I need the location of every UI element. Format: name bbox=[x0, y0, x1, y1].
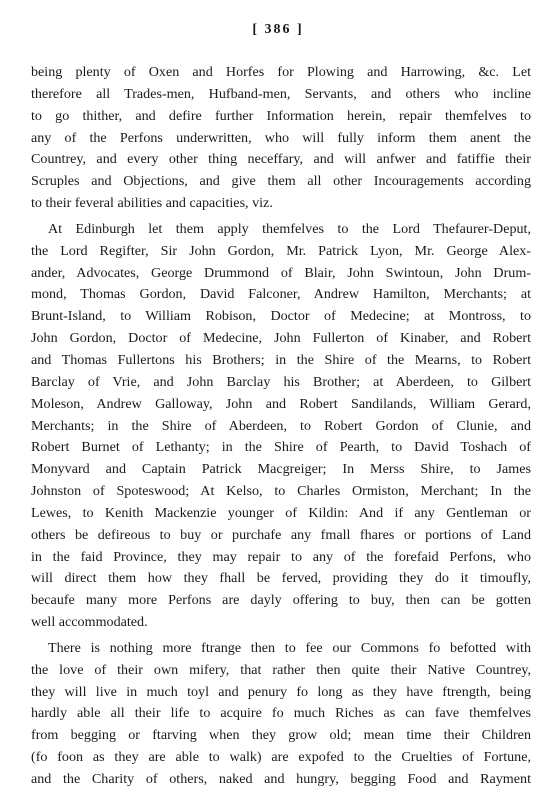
text-line: will direct them how they fhall be ferved, providing they do it timoufly, bbox=[31, 570, 531, 587]
text-line: (fo foon as they are able to walk) are expofed to the Cruelties of Fortune, bbox=[31, 749, 531, 766]
text-line: to go thither, and defire further Information herein, repair themfelves to bbox=[31, 107, 531, 124]
text-line: to their feveral abilities and capacities, viz. bbox=[31, 195, 273, 212]
text-line: in the faid Province, they may repair to any of the forefaid Perfons, who bbox=[31, 548, 531, 565]
text-line: the Lord Regifter, Sir John Gordon, Mr. Patrick Lyon, Mr. George Alex- bbox=[31, 242, 531, 259]
text-line: others be defireous to buy or purchafe any fmall fhares or portions of Land bbox=[31, 526, 531, 543]
text-line: Barclay of Vrie, and John Barclay his Brother; at Aberdeen, to Gilbert bbox=[31, 373, 531, 390]
text-line: from begging or ftarving when they grow old; mean time their Children bbox=[31, 727, 531, 744]
text-line: ander, Advocates, George Drummond of Blair, John Swintoun, John Drum- bbox=[31, 264, 531, 281]
text-line: mond, Thomas Gordon, David Falconer, Andrew Hamilton, Merchants; at bbox=[31, 286, 531, 303]
text-line: At Edinburgh let them apply themfelves to the Lord Thefaurer-Deput, bbox=[48, 220, 531, 237]
text-line: Robert Burnet of Lethanty; in the Shire of Pearth, to David Toshach of bbox=[31, 439, 531, 456]
text-line: Brunt-Island, to William Robison, Doctor of Medecine; at Montross, to bbox=[31, 308, 531, 325]
text-line: and Thomas Fullertons his Brothers; in the Shire of the Mearns, to Robert bbox=[31, 351, 531, 368]
page-number: [ 386 ] bbox=[252, 22, 304, 37]
text-line: and the Charity of others, naked and hungry, begging Food and Rayment bbox=[31, 771, 531, 787]
text-line: Scruples and Objections, and give them all other Incouragements according bbox=[31, 173, 531, 190]
text-line: Moleson, Andrew Galloway, John and Robert Sandilands, William Gerard, bbox=[31, 395, 531, 412]
text-line: Merchants; in the Shire of Aberdeen, to Robert Gordon of Clunie, and bbox=[31, 417, 531, 434]
text-line: Monyvard and Captain Patrick Macgreiger; In Merss Shire, to James bbox=[31, 461, 531, 478]
text-line: well accommodated. bbox=[31, 614, 148, 631]
body-text bbox=[31, 62, 531, 791]
text-line: therefore all Trades-men, Hufband-men, Servants, and others who incline bbox=[31, 85, 531, 102]
text-line: Johnston of Spoteswood; At Kelso, to Charles Ormiston, Merchant; In the bbox=[31, 483, 531, 500]
text-line: There is nothing more ftrange then to fee our Commons fo befotted with bbox=[48, 639, 531, 656]
text-line: becaufe many more Perfons are dayly offering to buy, then can be gotten bbox=[31, 592, 531, 609]
text-line: John Gordon, Doctor of Medecine, John Fullerton of Kinaber, and Robert bbox=[31, 330, 531, 347]
text-line: the love of their own mifery, that rather then quite their Native Countrey, bbox=[31, 661, 531, 678]
text-line: being plenty of Oxen and Horfes for Plowing and Harrowing, &c. Let bbox=[31, 64, 531, 80]
text-line: hardly able all their life to acquire fo much Riches as can fave themfelves bbox=[31, 705, 531, 722]
text-line: any of the Perfons underwritten, who will fully inform them anent the bbox=[31, 129, 531, 146]
text-line: Lewes, to Kenith Mackenzie younger of Kildin: And if any Gentleman or bbox=[31, 504, 531, 521]
text-line: Countrey, and every other thing neceffary, and will anfwer and fatiffie their bbox=[31, 151, 531, 168]
text-line: they will live in much toyl and penury fo long as they have ftrength, being bbox=[31, 683, 531, 700]
